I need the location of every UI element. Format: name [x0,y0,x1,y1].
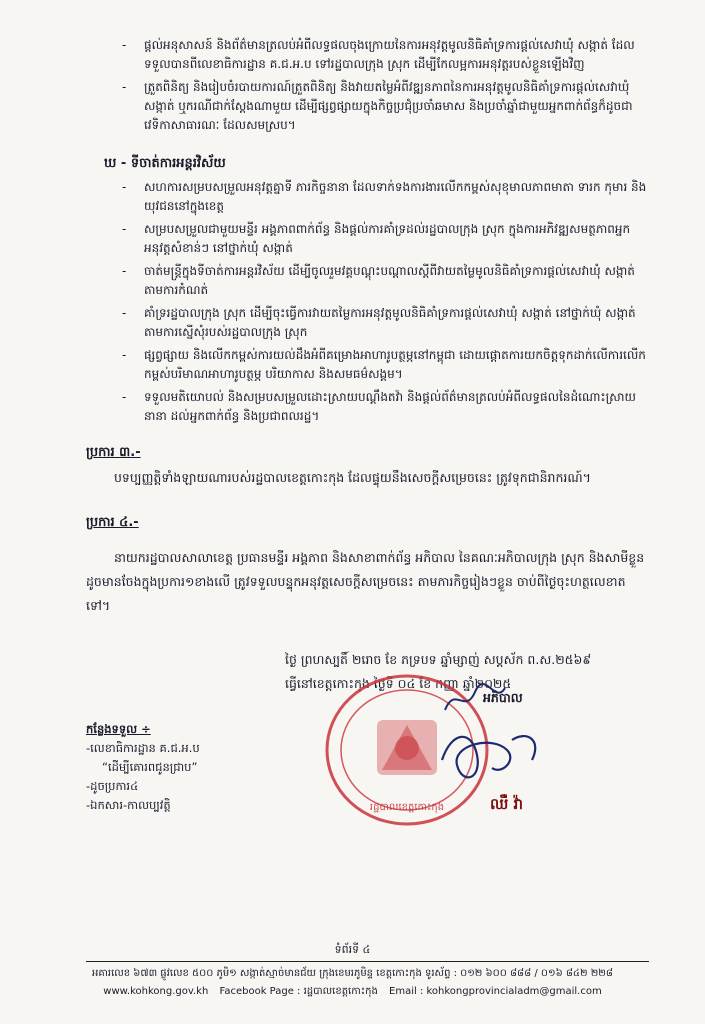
article-3-text: បទប្បញ្ញត្តិទាំងឡាយណារបស់រដ្ឋបាលខេត្តកោះកុង ដែលផ្ទុយនឹងសេចក្តីសម្រេចនេះ ត្រូវទុកជានិរាករណ៍។ [114,470,591,485]
recipients-block [86,720,200,815]
article-3-title: ប្រការ ៣.- [86,445,141,460]
footer-website-link[interactable]: www.kohkong.gov.kh [103,986,209,997]
recipient-item: -ឯកសារ-កាលប្បវត្តិ [86,798,171,812]
bullet-item: - ផ្សព្វផ្សាយ និងលើកកម្ពស់ការយល់ដឹងអំពីគម្រោងអាហារូបត្ថម្ភនៅកម្ពុជា ដោយផ្តោតការយកចិត្តទុកដាក់លើការលើកកម្ពស់បរិមាណអាហារូបត្ថម្ភ បរិយាកាស និងសមធម៌សង្គម។ [118,346,648,384]
signature-icon [432,720,552,790]
initial-signature-icon [440,680,510,720]
bullet-item: - ត្រួតពិនិត្យ និងរៀបចំរបាយការណ៍ត្រួតពិនិត្យ និងវាយតម្លៃអំពីវឌ្ឍនភាពនៃការអនុវត្តមូលនិធិគាំទ្រការផ្តល់សេវាឃុំ សង្កាត់ ឬករណីជាក់ស្តែងណាមួយ ដើម្បីផ្សព្វផ្សាយក្នុងកិច្ចប្រជុំប្រចាំឆមាស និងប្រចាំឆ្នាំជាមួយអ្នកពាក់ព័ន្ធក៏ដូចជា វេទិកាសាធារណៈ ដែលសមស្រប។ [118,78,648,135]
footer-facebook[interactable]: Facebook Page : រដ្ឋបាលខេត្តកោះកុង [219,986,378,997]
footer-email[interactable]: Email : kohkongprovincialadm@gmail.com [389,986,602,997]
bullet-item: - គាំទ្ររដ្ឋបាលក្រុង ស្រុក ដើម្បីចុះធ្វើការវាយតម្លៃការអនុវត្តមូលនិធិគាំទ្រការផ្តល់សេវាឃុំ សង្កាត់ នៅថ្នាក់ឃុំ សង្កាត់ តាមការស្នើសុំរបស់រដ្ឋបាលក្រុង ស្រុក [118,304,648,342]
lunar-date: ថ្ងៃ ព្រហស្បតិ៍ ២រោច ខែ ភទ្របទ ឆ្នាំម្សាញ់ សប្តស័ក ព.ស.២៥៦៩ [285,652,592,667]
footer-contacts [0,984,705,999]
section-heading: ឃ - ទីចាត់ការអន្តរវិស័យ [104,156,226,171]
recipients-title: កន្លែងទទួល ÷ [86,722,151,736]
bullet-item: - ផ្តល់អនុសាសន៍ និងព័ត៌មានត្រលប់អំពីលទ្ធផលចុងក្រោយនៃការអនុវត្តមូលនិធិគាំទ្រការផ្តល់សេវាឃុំ សង្កាត់ ដែលទទួលបានពីលេខាធិការដ្ឋាន គ.ជ.អ.ប ទៅរដ្ឋបាលក្រុង ស្រុក ដើម្បីកែលម្អការអនុវត្តរបស់ខ្លួនឡើងវិញ [118,36,648,74]
recipient-item: -លេខាធិការដ្ឋាន គ.ជ.អ.ប [86,741,200,755]
recipient-item: -ដូចប្រការ៤ [86,779,139,793]
footer-address: អគារលេខ ៦៧៣ ផ្លូវលេខ ៥០០ ភូមិ១ សង្កាត់ស្មាច់មានជ័យ ក្រុងខេមរភូមិន្ទ ខេត្តកោះកុង ទូរស័ព្ទ : ០១២ ៦០០ ៨៨៨ / ០១៦ ៨៤២ ២២៨ [92,968,613,979]
bullet-item: - សហការសម្របសម្រួលអនុវត្តគ្នាទី ភារកិច្ចនានា ដែលទាក់ទងការងារលើកកម្ពស់សុខុមាលភាពមាតា ទារក កុមារ និងយុវជននៅក្នុងខេត្ត [118,178,648,216]
signer-title: អភិបាល [483,690,523,705]
svg-text:រដ្ឋបាលខេត្តកោះកុង: រដ្ឋបាលខេត្តកោះកុង [369,802,445,813]
article-4-text: នាយករដ្ឋបាលសាលាខេត្ត ប្រធានមន្ទីរ អង្គភាព និងសាខាពាក់ព័ន្ធ អភិបាល នៃគណៈអភិបាលក្រុង ស្រុក និងសាមីខ្លួនដូចមានចែងក្នុងប្រការ១ខាងលើ ត្រូវទទួលបន្ទុកអនុវត្តសេចក្តីសម្រេចនេះ តាមភារកិច្ចរៀងៗខ្លួន ចាប់ពីថ្ងៃចុះហត្ថលេខាតទៅ។ [86,550,645,613]
bullet-item: - ទទួលមតិយោបល់ និងសម្របសម្រួលដោះស្រាយបណ្តឹងតវ៉ា និងផ្តល់ព័ត៌មានត្រលប់អំពីលទ្ធផលនៃដំណោះស្រាយនានា ដល់អ្នកពាក់ព័ន្ធ និងប្រជាពលរដ្ឋ។ [118,388,648,426]
solar-date: ធ្វើនៅខេត្តកោះកុង ថ្ងៃទី ០៤ ខែ កញ្ញា ឆ្នាំ២០២៥ [285,676,512,691]
recipient-item: “ដើម្បីគោរពជូនជ្រាប” [102,760,198,774]
footer-divider [86,961,649,962]
bullet-list-responsibilities [118,36,648,135]
article-4-title: ប្រការ ៤.- [86,515,139,530]
signer-name: ឈឺ វ៉ា [490,795,524,813]
bullet-item: - ចាត់មន្ត្រីក្នុងទីចាត់ការអន្តរវិស័យ ដើម្បីចូលរួមវគ្គបណ្តុះបណ្តាលស្តីពីវាយតម្លៃមូលនិធិគាំទ្រការផ្តល់សេវាឃុំ សង្កាត់ តាមការកំណត់ [118,262,648,300]
bullet-item: - សម្របសម្រួលជាមួយមន្ទីរ អង្គភាពពាក់ព័ន្ធ និងផ្តល់ការគាំទ្រដល់រដ្ឋបាលក្រុង ស្រុក ក្នុងការអភិវឌ្ឍសមត្ថភាពអ្នកអនុវត្តសំខាន់ៗ នៅថ្នាក់ឃុំ សង្កាត់ [118,220,648,258]
bullet-list-intersectoral [118,178,648,430]
page-number: ទំព័រទី ៤ [334,943,371,956]
